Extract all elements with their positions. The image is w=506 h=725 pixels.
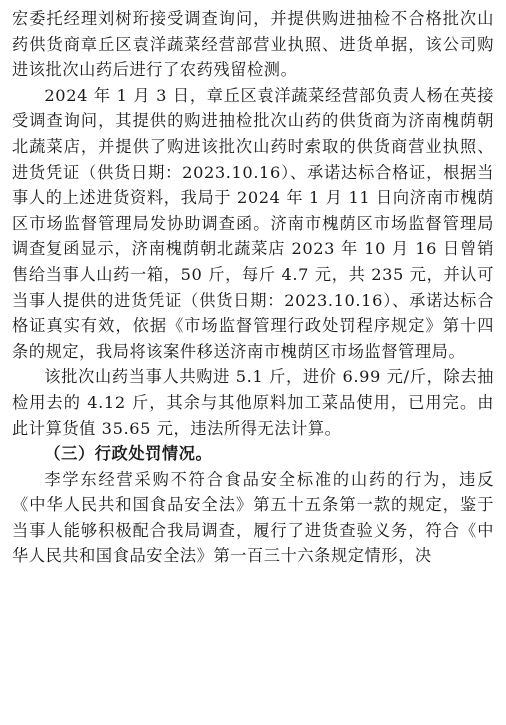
section-heading: （三）行政处罚情况。 xyxy=(44,444,213,464)
closing-paragraph: 李学东经营采购不符合食品安全标准的山药的行为，违反《中华人民共和国食品安全法》第五十五条第一款的规定，鉴于当事人能够积极配合我局调查，履行了进货查验义务，符合《中华人民共和国食品安全法》第一百三十六条规定情形，决 xyxy=(12,469,494,566)
paragraph-2: 2024 年 1 月 3 日，章丘区袁洋蔬菜经营部负责人杨在英接受调查询问，其提供的购进抽检批次山药的供货商为济南槐荫朝北蔬菜店，并提供了购进该批次山药时索取的供货商营业执照、进货凭证（供货日期：2023.10.16）、承诺达标合格证，根据当事人的上述进货资料，我局于 2024 年 1 月 11 日向济南市槐荫区市场监督管理局发协助调查函。济南市槐荫区市场监督管理局调查复函显示，济南槐荫朝北蔬菜店 2023 年 10 月 16 日曾销售给当事人山药一箱，50 斤，每斤 4.7 元，共 235 元，并认可当事人提供的进货凭证（供货日期：2023.10.16）、承诺达标合格证真实有效，依据《市场监督管理行政处罚程序规定》第十四条的规定，我局将该案件移送济南市槐荫区市场监督管理局。 xyxy=(12,85,494,361)
paragraph-3: 该批次山药当事人共购进 5.1 斤，进价 6.99 元/斤，除去抽检用去的 4.12 斤，其余与其他原料加工菜品使用，已用完。由此计算货值 35.65 元，违法所得无法计算。 xyxy=(12,367,494,438)
paragraph-1: 宏委托经理刘树珩接受调查询问，并提供购进抽检不合格批次山药供货商章丘区袁洋蔬菜经营部营业执照、进货单据，该公司购进该批次山药后进行了农药残留检测。 xyxy=(12,9,494,80)
